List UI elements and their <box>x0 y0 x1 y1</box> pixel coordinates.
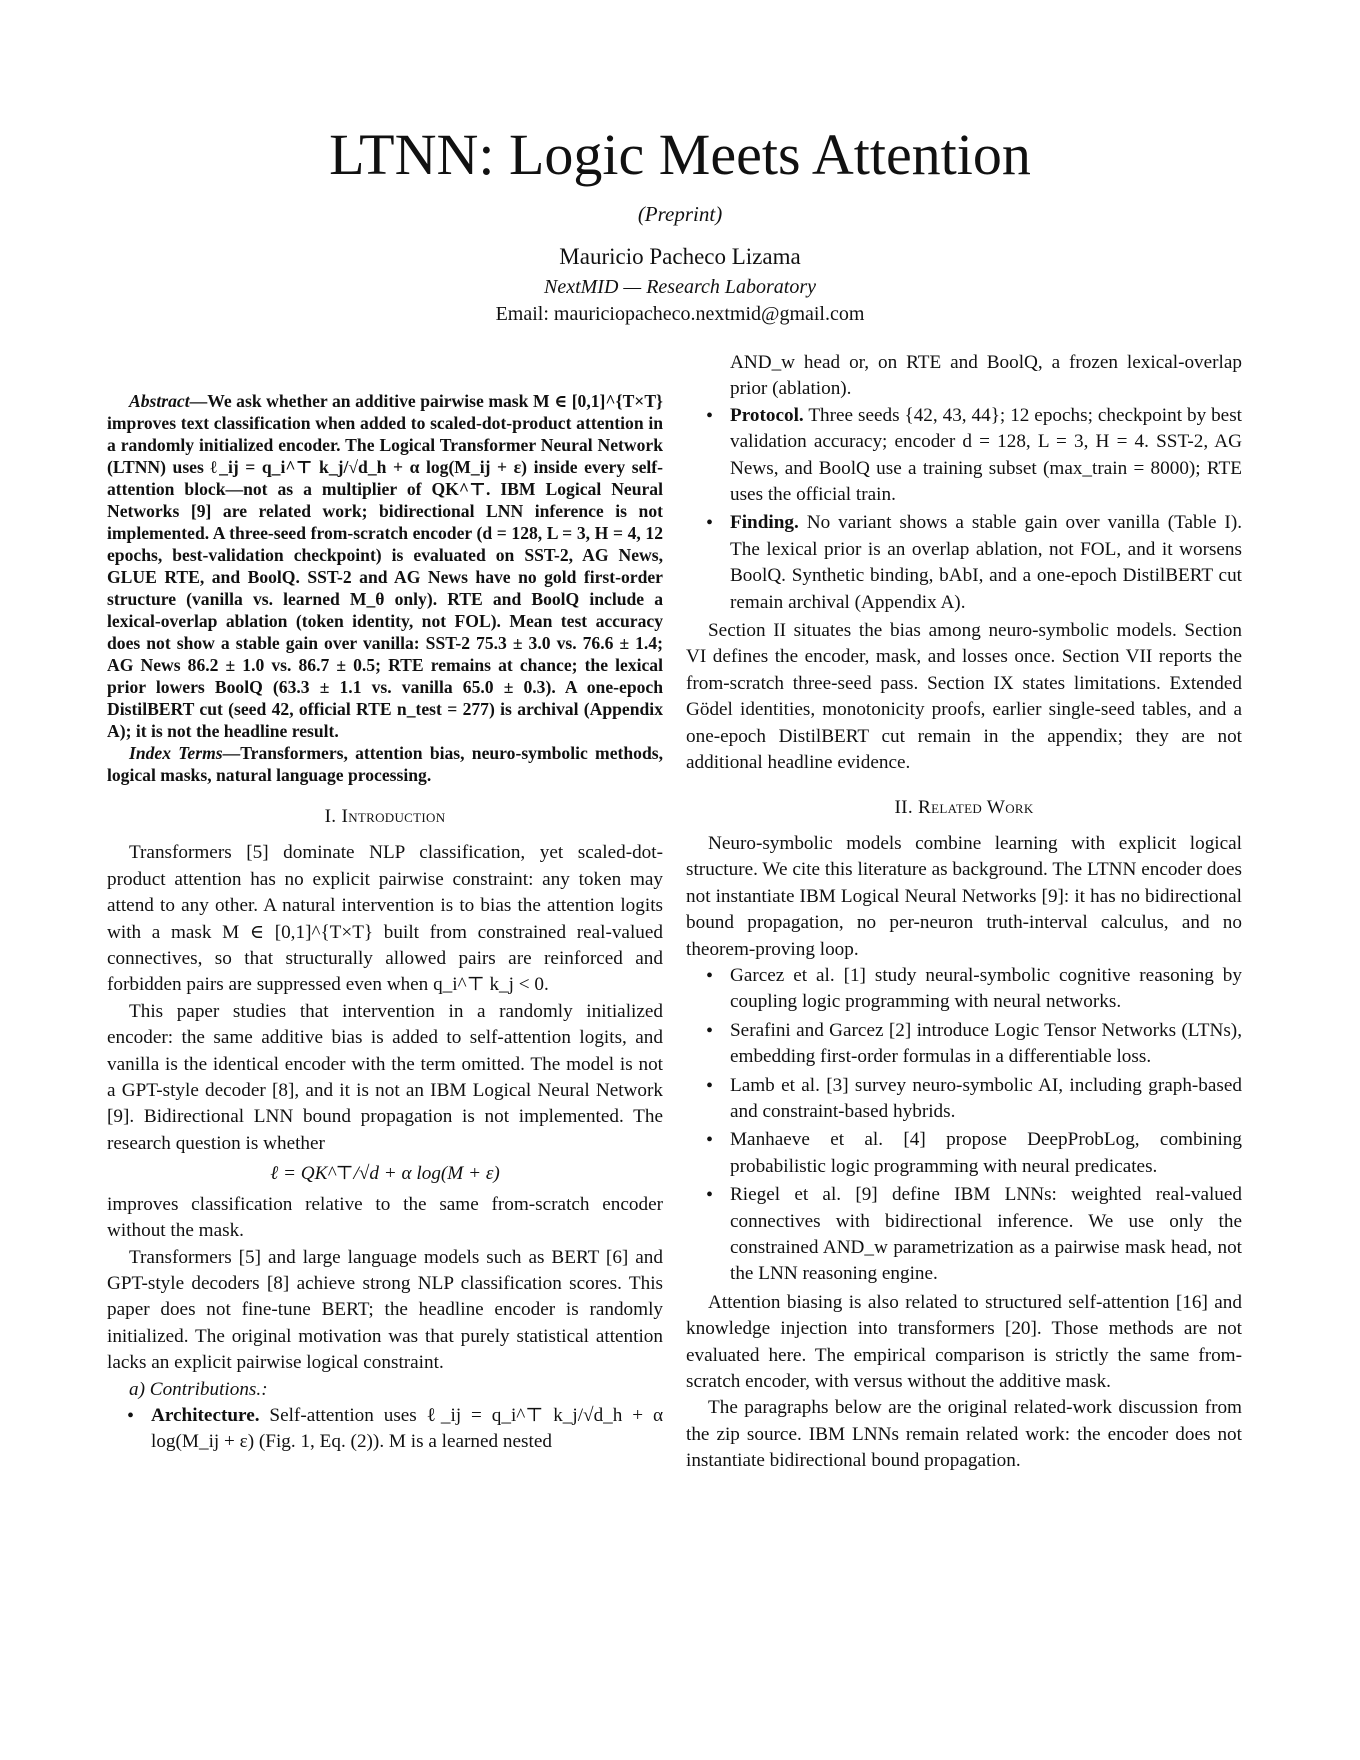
list-item: • Manhaeve et al. [4] propose DeepProbLog, combining probabilistic logic programming with neural predicates. <box>730 1127 1242 1180</box>
abstract-label: Abstract <box>129 391 190 411</box>
section-heading-introduction <box>107 804 663 830</box>
item-text: Self-attention uses ℓ_ij = q_i^⊤ k_j/√d_h + α log(M_ij + ε) (Fig. 1, Eq. (2)). M is a learned nested <box>151 1404 663 1453</box>
right-column <box>686 350 1242 1475</box>
related-paragraph-3: The paragraphs below are the original related-work discussion from the zip source. IBM LNNs remain related work: the encoder does not instantiate bidirectional bound propagation. <box>686 1397 1242 1472</box>
item-text: No variant shows a stable gain over vanilla (Table I). The lexical prior is an overlap ablation, not FOL, and it worsens BoolQ. Synthetic binding, bAbI, and a one-epoch DistilBERT cut remain archival (Appendix A). <box>730 512 1243 613</box>
index-terms-text: —Transformers, attention bias, neuro-symbolic methods, logical masks, natural language processing. <box>107 743 663 785</box>
intro-paragraph-2: This paper studies that intervention in a randomly initialized encoder: the same additive bias is added to self-attention logits, and vanilla is the identical encoder with the term omitted. The model is not a GPT-style decoder [8], and it is not an IBM Logical Neural Network [9]. Bidirectional LNN bound propagation is not implemented. The research question is whether <box>107 1000 663 1154</box>
section-title: Introduction <box>341 806 446 827</box>
related-paragraph-2: Attention biasing is also related to structured self-attention [16] and knowledge injection into transformers [20]. Those methods are not evaluated here. The empirical comparison is strictly the same from-scratch encoder, with versus without the additive mask. <box>686 1291 1242 1393</box>
intro-paragraph-4: Transformers [5] and large language models such as BERT [6] and GPT-style decoders [8] achieve strong NLP classification scores. This paper does not fine-tune BERT; the headline encoder is randomly initialized. The original motivation was that purely statistical attention lacks an explicit pairwise logical constraint. <box>107 1246 663 1374</box>
equation: ℓ = QK^⊤/√d + α log(M + ε) <box>270 1163 500 1185</box>
section-heading-related-work <box>686 795 1242 821</box>
item-label: Finding. <box>730 512 799 534</box>
related-work-list <box>686 963 1242 1288</box>
author-email: Email: mauriciopacheco.nextmid@gmail.com <box>495 303 865 325</box>
roadmap-paragraph: Section II situates the bias among neuro-symbolic models. Section VI defines the encoder, mask, and losses once. Section VII reports the from-scratch three-seed pass. Section IX states limitations. Extended Gödel identities, monotonicity proofs, earlier single-seed tables, and a one-epoch DistilBERT cut remain in the appendix; they are not additional headline evidence. <box>686 620 1242 774</box>
list-item: • Lamb et al. [3] survey neuro-symbolic AI, including graph-based and constraint-based hybrids. <box>730 1073 1242 1126</box>
section-number: II. <box>894 796 913 818</box>
intro-paragraph-3: improves classification relative to the same from-scratch encoder without the mask. <box>107 1193 663 1242</box>
item-text: Three seeds {42, 43, 44}; 12 epochs; checkpoint by best validation accuracy; encoder d = 128, L = 3, H = 4. SST-2, AG News, and BoolQ use a training subset (max_train = 8000); RTE uses the official train. <box>730 404 1242 506</box>
contributions-heading: a) Contributions.: <box>129 1378 268 1400</box>
list-item: • Serafini and Garcez [2] introduce Logic Tensor Networks (LTNs), embedding first-order formulas in a differentiable loss. <box>730 1018 1242 1071</box>
section-title: Related Work <box>918 796 1034 818</box>
related-paragraph-1: Neuro-symbolic models combine learning with explicit logical structure. We cite this literature as background. The LTNN encoder does not instantiate IBM Logical Neural Networks [9]: it has no bidirectional bound propagation, no per-neuron truth-interval calculus, and no theorem-proving loop. <box>686 832 1242 960</box>
paper-title: LTNN: Logic Meets Attention <box>329 122 1031 187</box>
contributions-list-continued <box>686 403 1242 616</box>
list-item <box>151 1403 663 1456</box>
section-number: I. <box>324 806 337 827</box>
intro-paragraph-1: Transformers [5] dominate NLP classification, yet scaled-dot-product attention has no explicit pairwise constraint: any token may attend to any other. A natural intervention is to bias the attention logits with a mask M ∈ [0,1]^{T×T} built from constrained real-valued connectives, so that structurally allowed pairs are reinforced and forbidden pairs are suppressed even when q_i^⊤ k_j < 0. <box>107 842 663 996</box>
contributions-list <box>107 1403 663 1456</box>
left-column <box>107 390 663 1458</box>
list-item: • Riegel et al. [9] define IBM LNNs: weighted real-valued connectives with bidirectional inference. We use only the constrained AND_w parametrization as a pairwise mask head, not the LNN reasoning engine. <box>730 1182 1242 1288</box>
index-terms <box>107 742 663 786</box>
abstract <box>107 390 663 742</box>
paper-subtitle: (Preprint) <box>637 202 723 226</box>
author-affiliation: NextMID — Research Laboratory <box>544 276 816 298</box>
item-label: Architecture. <box>151 1404 260 1426</box>
index-terms-label: Index Terms <box>129 743 223 763</box>
list-item <box>730 510 1242 616</box>
author-name: Mauricio Pacheco Lizama <box>559 244 801 269</box>
item-label: Protocol. <box>730 404 804 426</box>
list-item <box>730 403 1242 509</box>
list-item-continuation: AND_w head or, on RTE and BoolQ, a frozen lexical-overlap prior (ablation). <box>730 352 1242 400</box>
abstract-text: —We ask whether an additive pairwise mask M ∈ [0,1]^{T×T} improves text classification when added to scaled-dot-product attention in a randomly initialized encoder. The Logical Transformer Neural Network (LTNN) uses ℓ_ij = q_i^⊤ k_j/√d_h + α log(M_ij + ε) inside every self-attention block—not as a multiplier of QK^⊤. IBM Logical Neural Networks [9] are related work; bidirectional LNN inference is not implemented. A three-seed from-scratch encoder (d = 128, L = 3, H = 4, 12 epochs, best-validation checkpoint) is evaluated on SST-2, AG News, GLUE RTE, and BoolQ. SST-2 and AG News have no gold first-order structure (vanilla vs. learned M_θ only). RTE and BoolQ include a lexical-overlap ablation (token identity, not FOL). Mean test accuracy does not show a stable gain over vanilla: SST-2 75.3 ± 3.0 vs. 76.6 ± 1.4; AG News 86.2 ± 1.0 vs. 86.7 ± 0.5; RTE remains at chance; the lexical prior lowers BoolQ (63.3 ± 1.1 vs. vanilla 65.0 ± 0.3). A one-epoch DistilBERT cut (seed 42, official RTE n_test = 277) is archival (Appendix A); it is not the headline result. <box>107 391 663 741</box>
list-item: • Garcez et al. [1] study neural-symbolic cognitive reasoning by coupling logic programming with neural networks. <box>730 963 1242 1016</box>
